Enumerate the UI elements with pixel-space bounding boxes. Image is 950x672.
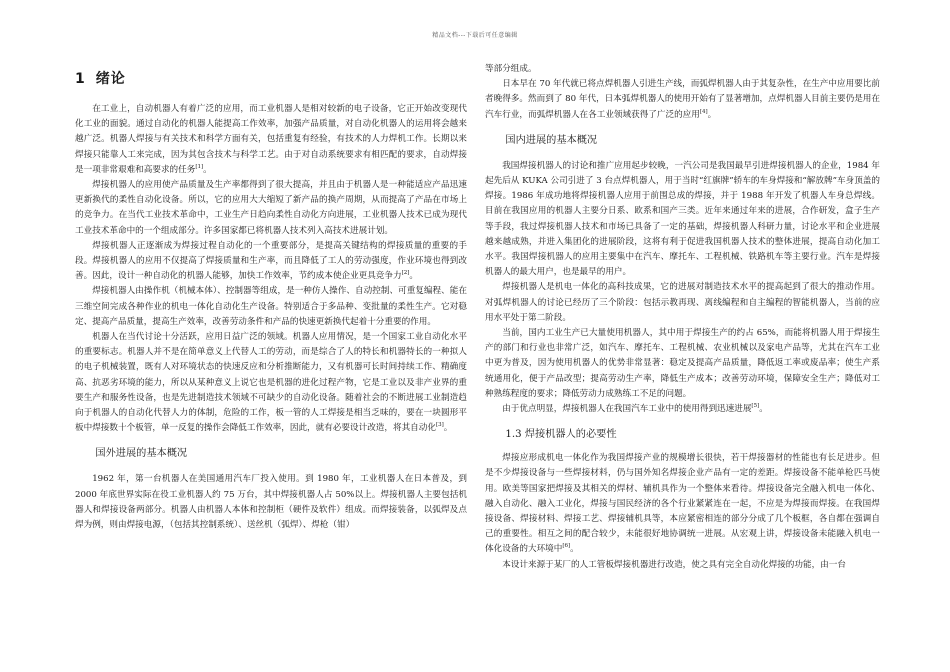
left-column <box>75 60 467 533</box>
body-paragraph: 焊接机器人是机电一体化的高科技成果，它的进展对制造技术水平的提高起到了很大的推动作用。对弧焊机器人的讨论已经历了三个阶段：包括示教再现、离线编程和自主编程的智能机器人，当前的应用水平处于第二阶段。 <box>485 282 880 323</box>
chapter-number: 1 <box>75 71 86 87</box>
body-paragraph: 我国焊接机器人的讨论和推广应用起步较晚，一汽公司是我国最早引进焊接机器人的企业，1984 年起先后从 KUKA 公司引进了 3 台点焊机器人，用于当时“红旗牌”轿车的车身焊接和“解放牌”车身顶盖的焊接。1986 年成功地将焊接机器人应用于前围总成的焊接，并于 1988 年开发了机器人车身总焊线。目前在我国应用的机器人主要分日系、欧系和国产三类。近年来通过年来的进展，合作研发，盒子生产等手段，我过焊接机器人技术和市场已具备了一定的基础，焊接机器人科研力量，讨论水平和企业进展越来越成熟，并进入集团化的进展阶段，这将有利于促进我国机器人技术的整体进展，提高自动化加工水平。我国焊接机器人的应用主要集中在汽车、摩托车、工程机械、铁路机车等主要行业。汽车是焊接机器人的最大用户，也是最早的用户。 <box>485 160 880 278</box>
citation-marker: [2] <box>401 270 410 277</box>
section-heading: 国外进展的基本概况 <box>95 448 188 460</box>
body-paragraph: 焊接应形成机电一体化作为我国焊接产业的规模增长很快，若干焊接器材的性能也有长足进步。但是不少焊接设备与一些焊接材料，仍与国外知名焊接企业产品有一定的差距。焊接设备不能单枪匹马使用。欧美等国家把焊接及其相关的焊材、辅机具作为一个整体来看待。焊接设备完全融入机电一体化、融入自动化、融入工业化，焊接与国民经济的各个行业紧紧连在一起，不应是为焊接而焊接。在我国焊接设备、焊接材料、焊接工艺、焊接辅机具等，本应紧密相连的部分分成了几个板框，各自都在强调自己的重要性。相互之间的配合较少，未能很好地协调统一进展。从宏观上讲，焊接设备未能融入机电一体化设备的大环境中[6]。 <box>485 453 880 555</box>
citation-marker: [1] <box>195 163 204 170</box>
body-paragraph: 焊接机器人正逐渐成为焊接过程自动化的一个重要部分，是提高关键结构的焊接质量的重要的手段。焊接机器人的应用不仅提高了焊接质量和生产率，而且降低了工人的劳动强度，作业环境也得到改善。因此，设计一种自动化的机器人能够，加快工作效率，节约成本使企业更具竞争力[2]。 <box>75 240 467 282</box>
body-paragraph: 焊接机器人的应用使产品质量及生产率都得到了很大提高，并且由于机器人是一种能适应产品迅速更新换代的柔性自动化设备。所以，它的应用大大缩短了新产品的换产周期，从而提高了产品在市场上的竞争力。在当代工业技术革命中，工业生产日趋向柔性自动化方向进展，工业机器人技术已成为现代工业技术革命中的一个组成部分。许多国家都已将机器人技术列入高技术进展计划。 <box>75 180 467 236</box>
body-paragraph: 在工业上，自动机器人有着广泛的应用，而工业机器人是相对较新的电子设备，它正开始改变现代化工业的面貌。通过自动化的机器人能提高工作效率，加强产品质量，对自动化机器人的运用将会越来越广泛。机器人焊接与有关技术和科学方面有关，包括重复有经验，有技术的人力焊机工作。长期以来焊接只能靠人工来完成，因为其包含技术与科学工艺。由于对自动系统要求有相匹配的要求，自动焊接是一项非常艰难和高要求的任务[1]。 <box>75 104 467 175</box>
header-watermark: 精品文档---下载后可任意编辑 <box>432 32 518 39</box>
chapter-title-text: 绪论 <box>95 71 126 87</box>
citation-marker: [3] <box>435 422 444 429</box>
subsection-heading: 1.3 焊接机器人的必要性 <box>505 429 617 441</box>
body-paragraph: 1962 年，第一台机器人在美国通用汽车厂投入使用。到 1980 年，工业机器人在日本普及，到 2000 年底世界实际在役工业机器人约 75 万台，其中焊接机器人占 50%以上。焊接机器人主要包括机器人和焊接设备两部分。机器人由机器人本体和控制柜（硬件及软件）组成。而焊接装备，以弧焊及点焊为例，则由焊接电源，（包括其控制系统）、送丝机（弧焊）、焊枪（钳） <box>75 474 467 531</box>
body-paragraph: 机器人在当代讨论十分活跃，应用日益广泛的领域。机器人应用情况，是一个国家工业自动化水平的重要标志。机器人并不是在简单意义上代替人工的劳动，而是综合了人的特长和机器特长的一种拟人的电子机械装置，既有人对环境状态的快速反应和分析推断能力，又有机器可长时间持续工作、精确度高、抗恶劣环境的能力，所以从某种意义上说它也是机器的进化过程产物，它是工业以及非产业界的重要生产和服务性设备，也是先进制造技术领域不可缺少的自动化设备。随着社会的不断进展工业制造趋向于机器人的自动化代替人力的体制，危险的工作，板一管的人工焊接是相当乏味的，要在一块圆形平板中焊接数十个板管，单一反复的操作会降低工作效率，因此，就有必要设计改造，将其自动化[3]。 <box>75 332 467 434</box>
citation-marker: [4] <box>699 108 708 115</box>
section-heading: 国内进展的基本概况 <box>505 134 598 146</box>
body-paragraph: 本设计来源于某厂的人工管板焊接机器进行改造，使之具有完全自动化焊接的功能，由一台 <box>502 559 846 570</box>
citation-marker: [6] <box>562 543 571 550</box>
continued-text: 等部分组成。 <box>485 64 537 74</box>
body-paragraph: 焊接机器人由操作机（机械本体）、控制器等组成，是一种仿人操作、自动控制、可重复编程、能在三维空间完成各种作业的机电一体化自动化生产设备。特别适合于多品种、变批量的柔性生产。它对稳定、提高产品质量，提高生产效率，改善劳动条件和产品的快速更新换代起着十分重要的作用。 <box>75 286 467 327</box>
citation-marker: [5] <box>751 403 760 410</box>
chapter-title <box>75 70 467 88</box>
body-paragraph: 当前，国内工业生产已大量使用机器人，其中用于焊接生产的约占 65%，而能将机器人用于焊接生产的部门和行业也非常广泛，如汽车、摩托车、工程机械、农业机械以及家电产品等，尤其在汽车工业中更为普及，因为使用机器人的优势非常显著：稳定及提高产品质量，降低返工率或废品率；使生产系统通用化，便于产品改型；提高劳动生产率，降低生产成本；改善劳动环境，保障安全生产；降低对工种熟练程度的要求；降低劳动力成熟练工不足的问题。 <box>485 328 880 399</box>
body-paragraph: 日本早在 70 年代就已将点焊机器人引进生产线，而弧焊机器人由于其复杂性，在生产中应用要比前者晚得多。然而到了 80 年代，日本弧焊机器人的使用开始有了显著增加，点焊机器人目前主要仍是用在汽车行业，而弧焊机器人在各工业领域获得了广泛的应用[4]。 <box>485 79 880 120</box>
body-paragraph: 由于优点明显，焊接机器人在我国汽车工业中的使用得到迅速进展[5]。 <box>502 403 768 415</box>
right-column <box>485 62 880 573</box>
